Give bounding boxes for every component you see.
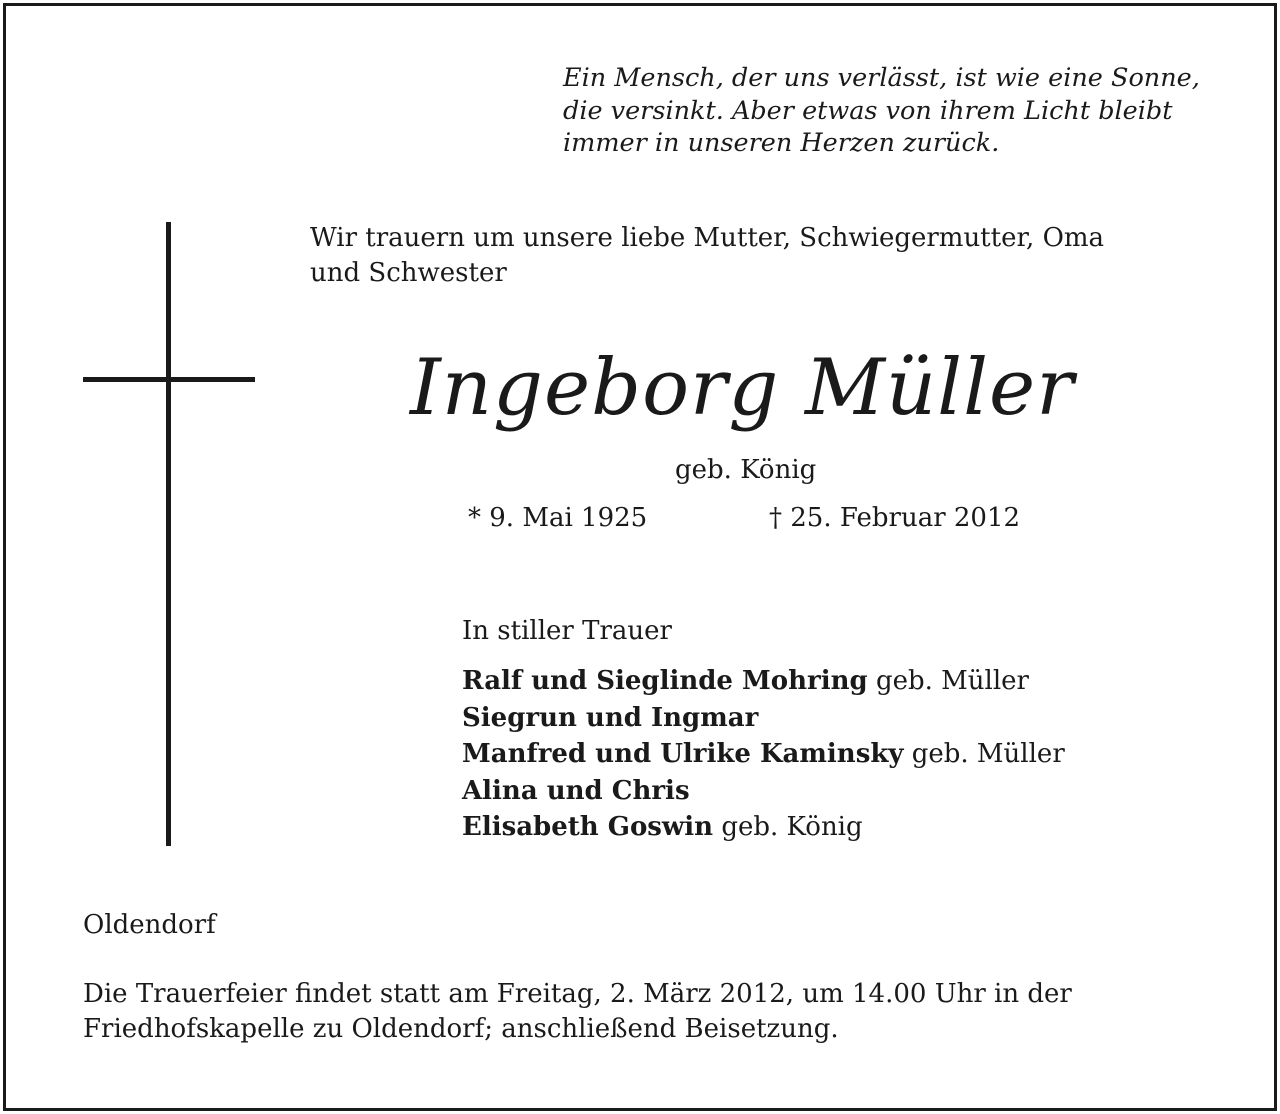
mourner-names: Manfred und Ulrike Kaminsky — [462, 739, 904, 769]
cross-horizontal-bar — [83, 377, 255, 382]
mourning-label: In stiller Trauer — [462, 616, 672, 646]
intro-text: Wir trauern um unsere liebe Mutter, Schwiegermutter, Oma und Schwester — [310, 223, 1105, 288]
death-date: † 25. Februar 2012 — [769, 503, 1021, 533]
mourner-entry — [462, 700, 1242, 737]
mourner-names: Elisabeth Goswin — [462, 812, 714, 842]
mourner-suffix: geb. König — [713, 812, 863, 842]
notice-border — [3, 3, 1277, 1111]
maiden-name: geb. König — [675, 455, 817, 485]
mourner-names: Siegrun und Ingmar — [462, 702, 759, 733]
deceased-name: Ingeborg Müller — [410, 343, 1075, 433]
mourner-names: Alina und Chris — [462, 775, 690, 806]
mourner-entry — [462, 736, 1242, 773]
mourner-entry — [462, 809, 1242, 846]
mourner-entry — [462, 663, 1242, 700]
motto-quote: Ein Mensch, der uns verlässt, ist wie eine Sonne, die versinkt. Aber etwas von ihrem Licht bleibt immer in unseren Herzen zurück. — [563, 63, 1200, 158]
mourner-names: Ralf und Sieglinde Mohring — [462, 666, 868, 696]
mourner-entry — [462, 773, 1242, 810]
place-name: Oldendorf — [83, 910, 216, 940]
mourner-suffix: geb. Müller — [867, 666, 1029, 696]
cross-vertical-bar — [166, 222, 171, 846]
birth-date: * 9. Mai 1925 — [468, 503, 648, 533]
funeral-notice: Die Trauerfeier findet statt am Freitag, 2. März 2012, um 14.00 Uhr in der Friedhofskapelle zu Oldendorf; anschließend Beisetzung. — [83, 979, 1072, 1044]
mourner-suffix: geb. Müller — [903, 739, 1065, 769]
mourners-list — [462, 663, 1242, 846]
